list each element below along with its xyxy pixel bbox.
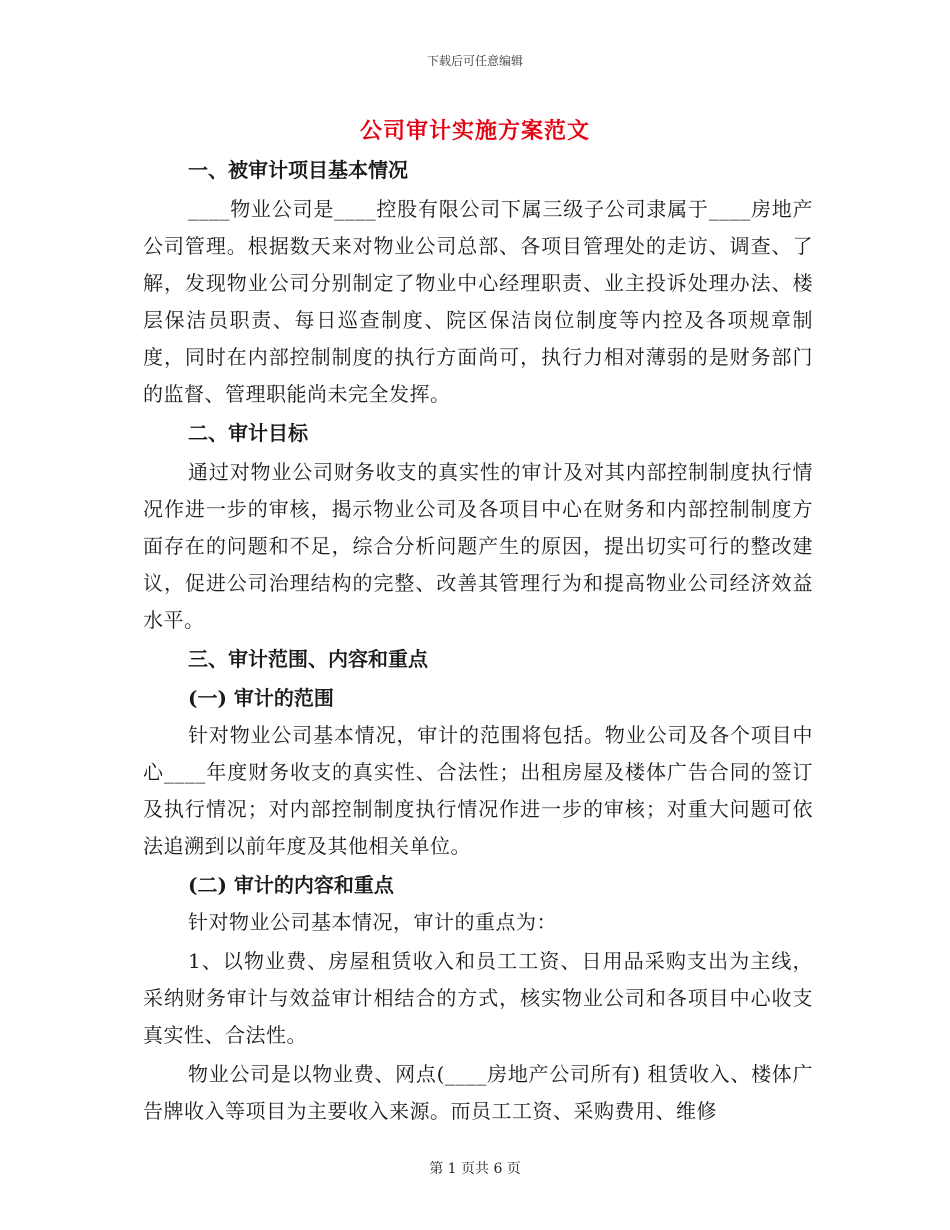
document-title: 公司审计实施方案范文	[359, 118, 590, 144]
section-1-paragraph: ____物业公司是____控股有限公司下属三级子公司隶属于____房地产公司管理。根据数天来对物业公司总部、各项目管理处的走访、调查、了解，发现物业公司分别制定了物业中心经理职责、业主投诉处理办法、楼层保洁员职责、每日巡查制度、院区保洁岗位制度等内控及各项规章制度，同时在内部控制制度的执行方面尚可，执行力相对薄弱的是财务部门的监督、管理职能尚未完全发挥。	[143, 197, 813, 406]
section-3-sub1-paragraph: 针对物业公司基本情况，审计的范围将包括。物业公司及各个项目中心____年度财务收支的真实性、合法性；出租房屋及楼体广告合同的签订及执行情况；对内部控制制度执行情况作进一步的审核；对重大问题可依法追溯到以前年度及其他相关单位。	[143, 723, 813, 858]
section-3-sub2-heading: (二) 审计的内容和重点	[188, 873, 394, 897]
section-3-sub2-paragraph-2: 1、以物业费、房屋租赁收入和员工工资、日用品采购支出为主线，采纳财务审计与效益审计相结合的方式，核实物业公司和各项目中心收支真实性、合法性。	[143, 949, 813, 1047]
header-note: 下载后可任意编辑	[426, 54, 523, 68]
page-footer: 第 1 页共 6 页	[429, 1161, 521, 1177]
section-3-sub2-paragraph-1: 针对物业公司基本情况，审计的重点为：	[188, 910, 557, 934]
section-2-heading: 二、审计目标	[188, 421, 308, 445]
section-3-heading: 三、审计范围、内容和重点	[188, 647, 428, 671]
section-3-sub1-heading: (一) 审计的范围	[188, 686, 334, 710]
document-body	[143, 152, 813, 1132]
section-3-sub2-paragraph-3: 物业公司是以物业费、网点(____房地产公司所有) 租赁收入、楼体广告牌收入等项目为主要收入来源。而员工工资、采购费用、维修	[143, 1062, 813, 1123]
section-2-paragraph: 通过对物业公司财务收支的真实性的审计及对其内部控制制度执行情况作进一步的审核，揭示物业公司及各项目中心在财务和内部控制制度方面存在的问题和不足，综合分析问题产生的原因，提出切实可行的整改建议，促进公司治理结构的完整、改善其管理行为和提高物业公司经济效益水平。	[143, 460, 813, 632]
section-1-heading: 一、被审计项目基本情况	[188, 158, 408, 182]
